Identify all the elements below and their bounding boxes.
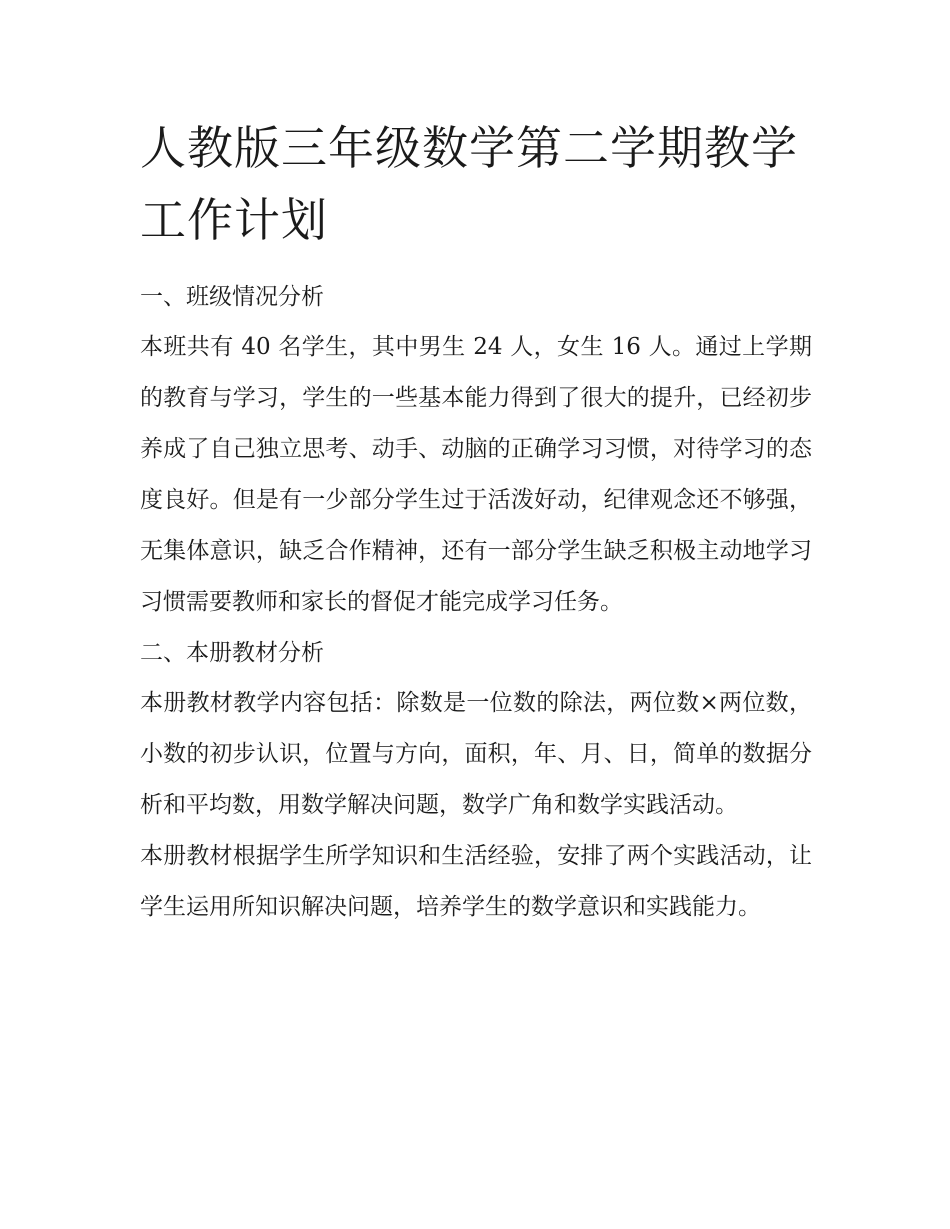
section-class-analysis: [140, 272, 812, 628]
section-textbook-analysis: [140, 628, 812, 933]
document-title: 人教版三年级数学第二学期教学工作计划: [140, 121, 798, 247]
paragraph: 本班共有 40 名学生，其中男生 24 人，女生 16 人。通过上学期的教育与学习，学生的一些基本能力得到了很大的提升，已经初步养成了自己独立思考、动手、动脑的正确学习习惯，对待学习的态度良好。但是有一少部分学生过于活泼好动，纪律观念还不够强，无集体意识，缺乏合作精神，还有一部分学生缺乏积极主动地学习习惯需要教师和家长的督促才能完成学习任务。: [140, 334, 812, 615]
section-heading: 二、本册教材分析: [140, 640, 324, 666]
paragraph: 本册教材教学内容包括：除数是一位数的除法，两位数×两位数，小数的初步认识，位置与方向，面积，年、月、日，简单的数据分析和平均数，用数学解决问题，数学广角和数学实践活动。: [140, 690, 812, 818]
section-heading: 一、班级情况分析: [140, 284, 324, 310]
paragraph: 本册教材根据学生所学知识和生活经验，安排了两个实践活动，让学生运用所知识解决问题，培养学生的数学意识和实践能力。: [140, 843, 812, 920]
document-page: [140, 112, 812, 933]
